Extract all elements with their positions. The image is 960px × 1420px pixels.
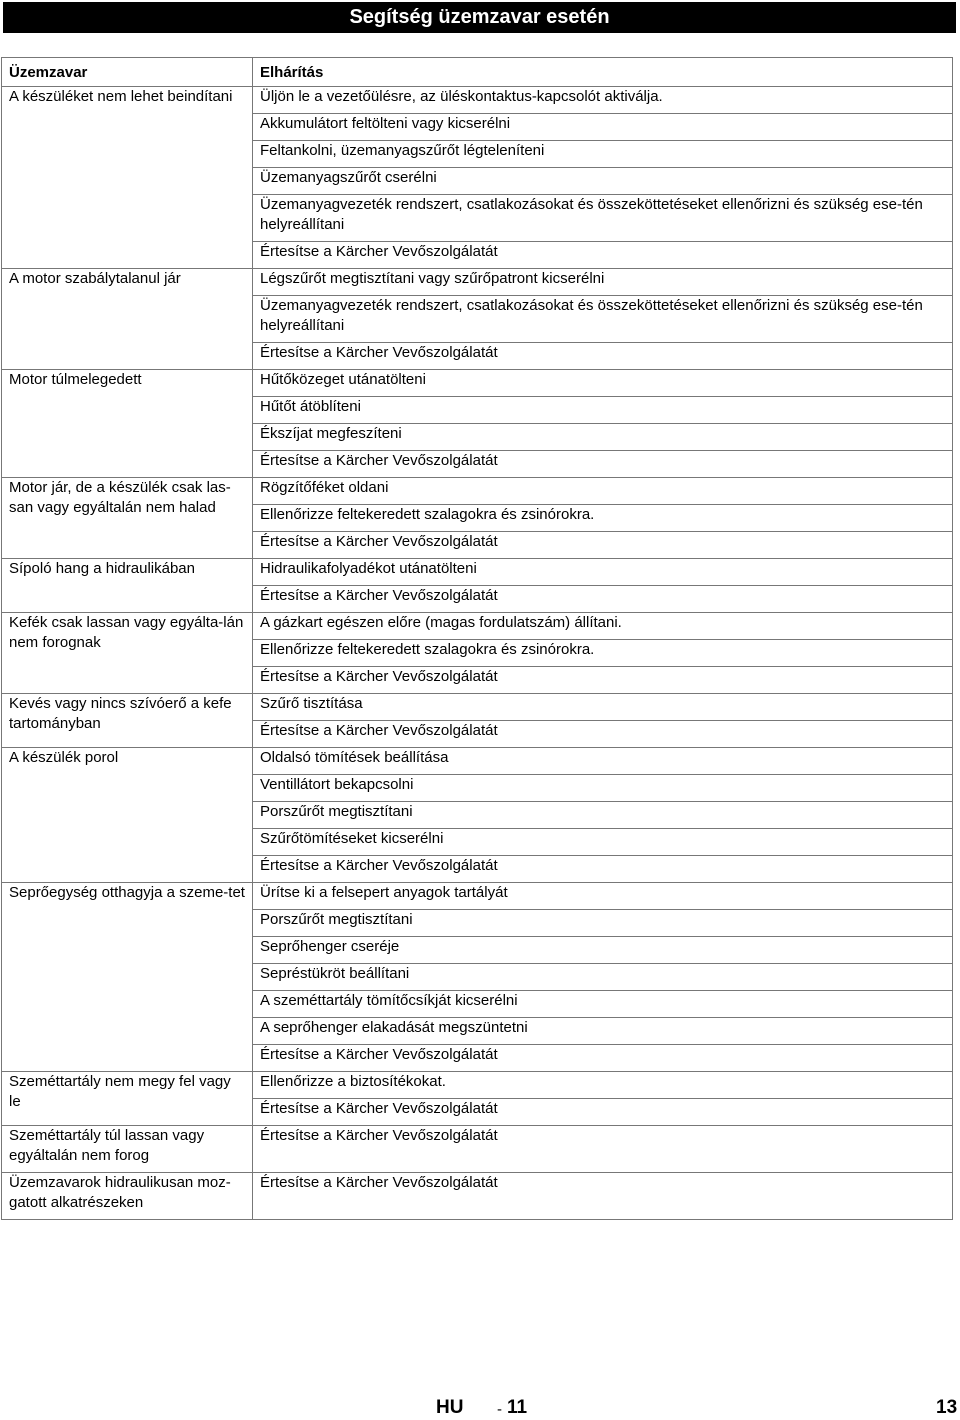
remedy-cell: Ürítse ki a felsepert anyagok tartályát [253, 883, 953, 910]
remedy-cell: Ellenőrizze a biztosítékokat. [253, 1072, 953, 1099]
table-row [2, 694, 953, 721]
remedy-cell: Értesítse a Kärcher Vevőszolgálatát [253, 1099, 953, 1126]
fault-cell: Üzemzavarok hidraulikusan moz-gatott alkatrészeken [2, 1173, 253, 1220]
remedy-cell: Értesítse a Kärcher Vevőszolgálatát [253, 532, 953, 559]
remedy-cell: A seprőhenger elakadását megszüntetni [253, 1018, 953, 1045]
table-row [2, 1126, 953, 1173]
page-title: Segítség üzemzavar esetén [3, 2, 956, 33]
remedy-cell: Feltankolni, üzemanyagszűrőt légteleníteni [253, 141, 953, 168]
remedy-cell: Értesítse a Kärcher Vevőszolgálatát [253, 586, 953, 613]
footer-page-number: 13 [936, 1397, 958, 1418]
table-row [2, 269, 953, 296]
remedy-cell: Üzemanyagvezeték rendszert, csatlakozásokat és összeköttetéseket ellenőrizni és szükség ese-tén helyreállítani [253, 195, 953, 242]
table-row [2, 478, 953, 505]
fault-cell: A készülék porol [2, 748, 253, 883]
remedy-cell: Ellenőrizze feltekeredett szalagokra és zsinórokra. [253, 640, 953, 667]
fault-cell: Motor jár, de a készülék csak las-san vagy egyáltalán nem halad [2, 478, 253, 559]
footer-dash: - [497, 1401, 502, 1418]
remedy-cell: Rögzítőféket oldani [253, 478, 953, 505]
footer-section-number: 11 [507, 1397, 528, 1418]
fault-cell: Szeméttartály túl lassan vagy egyáltalán nem forog [2, 1126, 253, 1173]
fault-cell: Szeméttartály nem megy fel vagy le [2, 1072, 253, 1126]
remedy-cell: Üzemanyagszűrőt cserélni [253, 168, 953, 195]
remedy-cell: Ellenőrizze feltekeredett szalagokra és zsinórokra. [253, 505, 953, 532]
remedy-cell: Értesítse a Kärcher Vevőszolgálatát [253, 1045, 953, 1072]
remedy-cell: Sepréstükröt beállítani [253, 964, 953, 991]
remedy-cell: Ékszíjat megfeszíteni [253, 424, 953, 451]
remedy-cell: Értesítse a Kärcher Vevőszolgálatát [253, 1173, 953, 1220]
table-row [2, 883, 953, 910]
remedy-cell: Üljön le a vezetőülésre, az üléskontaktus-kapcsolót aktiválja. [253, 87, 953, 114]
remedy-cell: Akkumulátort feltölteni vagy kicserélni [253, 114, 953, 141]
fault-cell: A készüléket nem lehet beindítani [2, 87, 253, 269]
table-row [2, 87, 953, 114]
fault-cell: Kefék csak lassan vagy egyálta-lán nem forognak [2, 613, 253, 694]
remedy-cell: Szűrőtömítéseket kicserélni [253, 829, 953, 856]
fault-cell: Kevés vagy nincs szívóerő a kefe tartományban [2, 694, 253, 748]
remedy-cell: Értesítse a Kärcher Vevőszolgálatát [253, 721, 953, 748]
remedy-cell: Értesítse a Kärcher Vevőszolgálatát [253, 1126, 953, 1173]
table-row [2, 559, 953, 586]
remedy-cell: A gázkart egészen előre (magas fordulatszám) állítani. [253, 613, 953, 640]
remedy-cell: Értesítse a Kärcher Vevőszolgálatát [253, 667, 953, 694]
table-header-row [2, 58, 953, 87]
troubleshooting-table [1, 57, 953, 1220]
fault-cell: Seprőegység otthagyja a szeme-tet [2, 883, 253, 1072]
remedy-cell: Hűtőközeget utánatölteni [253, 370, 953, 397]
remedy-cell: Ventillátort bekapcsolni [253, 775, 953, 802]
remedy-cell: Hűtőt átöblíteni [253, 397, 953, 424]
remedy-cell: Seprőhenger cseréje [253, 937, 953, 964]
remedy-cell: Szűrő tisztítása [253, 694, 953, 721]
fault-column-header: Üzemzavar [2, 58, 253, 87]
table-row [2, 1072, 953, 1099]
remedy-cell: Üzemanyagvezeték rendszert, csatlakozásokat és összeköttetéseket ellenőrizni és szükség ese-tén helyreállítani [253, 296, 953, 343]
remedy-cell: Légszűrőt megtisztítani vagy szűrőpatront kicserélni [253, 269, 953, 296]
remedy-cell: Porszűrőt megtisztítani [253, 910, 953, 937]
fault-cell: A motor szabálytalanul jár [2, 269, 253, 370]
footer-language: HU [436, 1397, 464, 1418]
remedy-cell: Hidraulikafolyadékot utánatölteni [253, 559, 953, 586]
fault-cell: Motor túlmelegedett [2, 370, 253, 478]
table-row [2, 748, 953, 775]
remedy-cell: Értesítse a Kärcher Vevőszolgálatát [253, 242, 953, 269]
table-row [2, 1173, 953, 1220]
fault-cell: Sípoló hang a hidraulikában [2, 559, 253, 613]
remedy-cell: Értesítse a Kärcher Vevőszolgálatát [253, 856, 953, 883]
table-body [2, 87, 953, 1220]
table-row [2, 370, 953, 397]
remedy-cell: Oldalsó tömítések beállítása [253, 748, 953, 775]
table-row [2, 613, 953, 640]
remedy-cell: Értesítse a Kärcher Vevőszolgálatát [253, 451, 953, 478]
remedy-cell: Porszűrőt megtisztítani [253, 802, 953, 829]
remedy-column-header: Elhárítás [253, 58, 953, 87]
remedy-cell: Értesítse a Kärcher Vevőszolgálatát [253, 343, 953, 370]
remedy-cell: A szeméttartály tömítőcsíkját kicserélni [253, 991, 953, 1018]
